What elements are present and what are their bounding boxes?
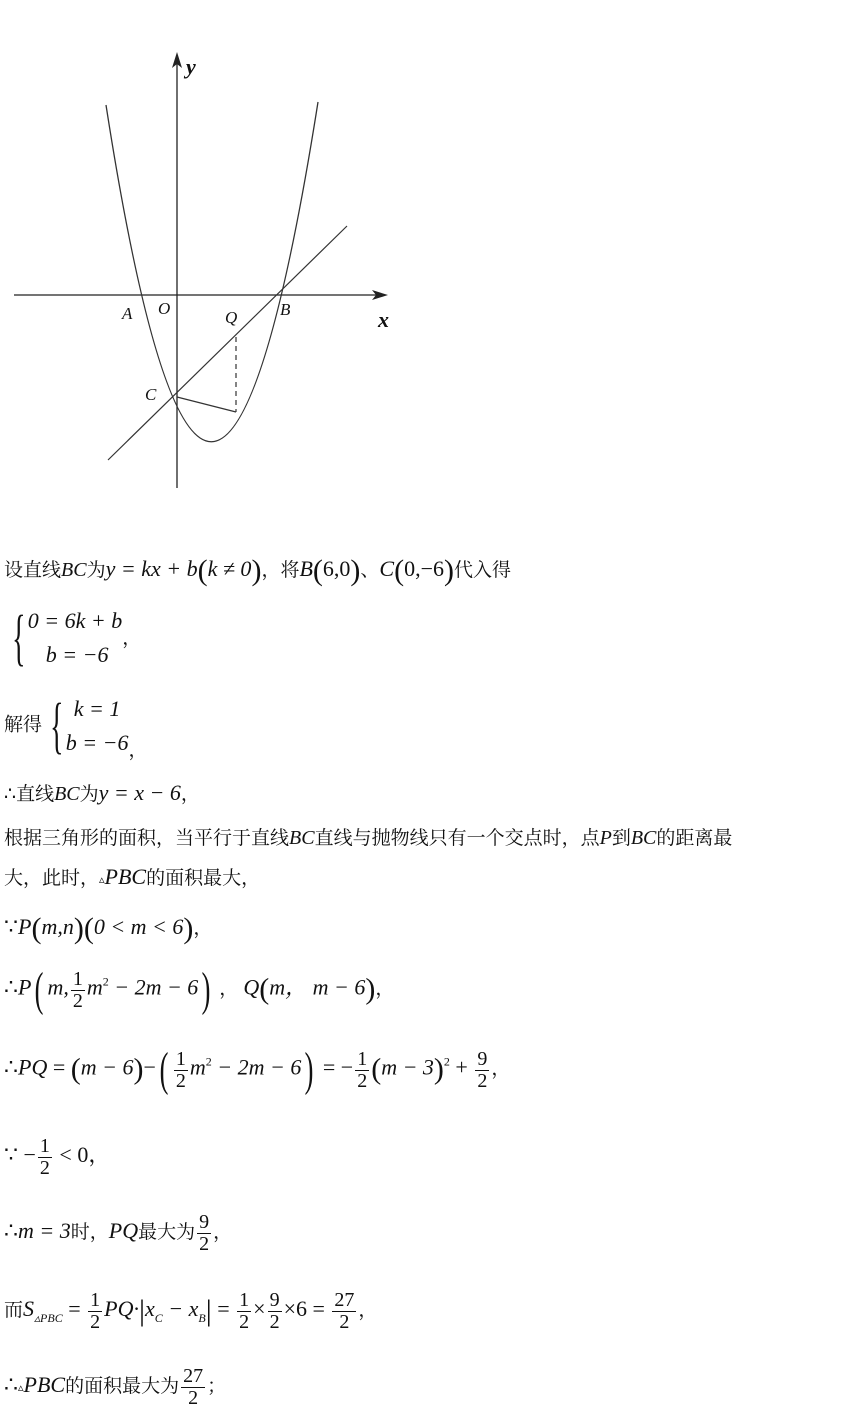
parabola-figure [0,40,420,500]
solution-system: 解得 { k = 1 b = −6 ， [4,692,148,762]
points-p-q: ∴P( m, $\frac{1}{2}$ $m^2 - 2m - 6$) ， Q(m， m − 6)， [4,963,395,1016]
line-bc [108,226,347,460]
point-q-label: Q [225,308,238,327]
point-c-label: C [145,385,157,404]
area-maximum: ∴▵PBC的面积最大为 $\frac{27}{2}$ ； [4,1365,227,1409]
point-a-label: A [122,304,133,323]
reasoning-line-2: 大，此时，▵PBC的面积最大， [4,864,261,889]
point-p-condition: ∵P(m,n)(0 < m < 6)， [4,912,213,945]
coefficient-sign: ∵ − $\frac{1}{2}$ < 0， [4,1135,111,1179]
origin-label: O [158,299,171,318]
line-set-bc: 设直线BC为y = kx + b(k ≠ 0)，将B(6,0)、C(0,−6)代入得 [4,554,512,587]
line-bc-result: ∴直线BC为y = x − 6， [4,780,200,805]
coordinate-graph [0,40,420,500]
area-computation: 而$S_{▵PBC}$ = $\frac{1}{2}$ $PQ\cdot|x_C - x_B|$ = $\frac{1}{2}$ × $\frac{9}{2}$ ×6 = $\frac{27}{2}$ ， [4,1289,378,1333]
equation-system-1: { 0 = 6k + b b = −6 ， [12,604,142,673]
point-b-label: B [280,300,291,319]
y-axis-label: y [186,54,196,79]
parabola-curve [106,102,318,442]
reasoning-line-1: 根据三角形的面积，当平行于直线BC直线与抛物线只有一个交点时，点P到BC的距离最 [4,827,733,849]
segment-cp [177,397,236,412]
pq-expression: ∴PQ = (m − 6)−( $\frac{1}{2}$ $m^2 - 2m - 6$) = − $\frac{1}{2}$ $(m - 3)^2$ + $\frac{9}{2}$ ， [4,1043,511,1096]
pq-maximum: ∴m = 3时，PQ最大为 $\frac{9}{2}$ ， [4,1211,233,1255]
x-axis-label: x [378,307,389,332]
